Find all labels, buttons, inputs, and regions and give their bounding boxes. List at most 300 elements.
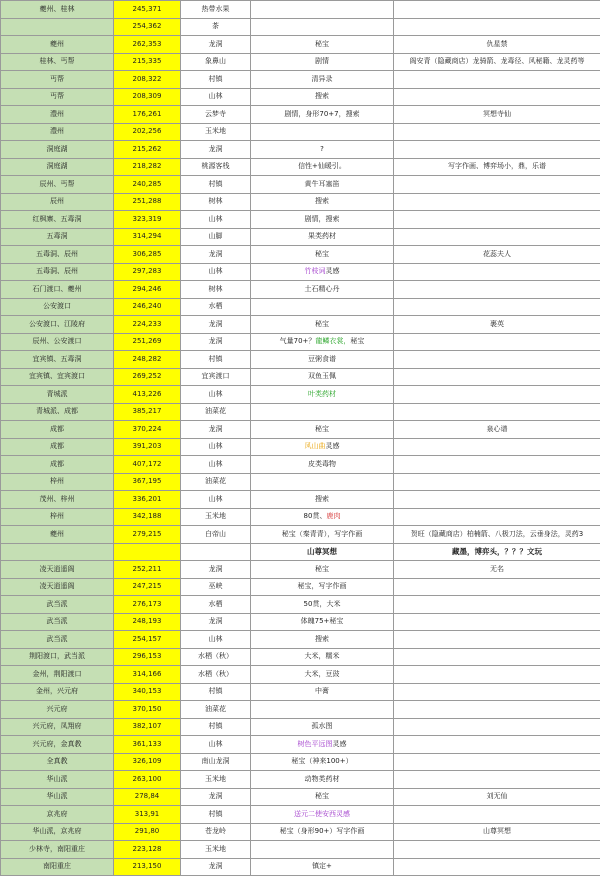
item-cell [251,438,394,456]
place-cell: 山林 [181,211,251,229]
note-cell: 无名 [394,561,600,579]
table-row [1,473,600,491]
item-cell: 信性+仙暖引。 [251,158,394,176]
table-row [1,351,600,369]
location-cell: 武当派 [1,631,114,649]
location-cell: 丐帮 [1,71,114,89]
coordinate-cell: 251,288 [114,193,181,211]
table-row [1,841,600,859]
note-cell [394,473,600,491]
coordinate-cell: 263,100 [114,771,181,789]
place-cell: 村镇 [181,351,251,369]
coordinate-cell: 370,150 [114,701,181,719]
item-cell: 孤水图 [251,718,394,736]
item-cell: 秘宝 [251,316,394,334]
location-cell: 公安渡口 [1,298,114,316]
coordinate-cell: 251,269 [114,333,181,351]
coordinate-cell: 254,157 [114,631,181,649]
coordinate-cell: 208,322 [114,71,181,89]
item-cell: 秘宝（身形90+）写字作画 [251,823,394,841]
table-row [1,631,600,649]
item-cell [251,263,394,281]
note-cell: 阁安青（隐藏商店）龙骑箭、龙毒径、风秘籍、龙灵药等 [394,53,600,71]
item-cell [251,1,394,19]
note-cell: 花蕊夫人 [394,246,600,264]
coordinate-cell: 218,282 [114,158,181,176]
place-cell: 山林 [181,88,251,106]
item-cell [251,123,394,141]
note-cell [394,438,600,456]
place-cell: 龙洞 [181,333,251,351]
item-cell: 果类药材 [251,228,394,246]
coordinate-cell: 202,256 [114,123,181,141]
location-cell: 澧州 [1,106,114,124]
coordinate-cell: 213,150 [114,858,181,876]
location-cell: 凌天逍遥阁 [1,578,114,596]
coordinate-cell: 262,353 [114,36,181,54]
location-cell: 梓州 [1,508,114,526]
place-cell: 山脚 [181,228,251,246]
location-cell: 华山派 [1,788,114,806]
location-cell: 宜宾镇、宜宾渡口 [1,368,114,386]
item-cell: 镇定+ [251,858,394,876]
location-cell: 兴元府，凤翔府 [1,718,114,736]
location-cell: 宜宾镇、五毒洞 [1,351,114,369]
place-cell: 玉米地 [181,508,251,526]
note-cell: 写字作画、博弈场小，鼎，乐谱 [394,158,600,176]
place-cell: 山林 [181,736,251,754]
text-segment: 灵感 [326,442,340,450]
text-segment: 灵感 [333,740,347,748]
table-row [1,771,600,789]
place-cell: 山林 [181,456,251,474]
item-cell: 秘宝 [251,421,394,439]
location-cell: 辰州、丐帮 [1,176,114,194]
coordinate-cell: 240,285 [114,176,181,194]
table-row [1,263,600,281]
location-cell: 辰州、公安渡口 [1,333,114,351]
location-cell: 少林寺，南阳重庄 [1,841,114,859]
table-row [1,596,600,614]
place-cell: 油菜花 [181,403,251,421]
table-row [1,123,600,141]
location-cell: 五毒洞 [1,228,114,246]
place-cell: 巫峡 [181,578,251,596]
text-segment: 风山曲 [305,442,326,450]
note-cell [394,666,600,684]
place-cell: 水栖（秋） [181,666,251,684]
item-cell [251,403,394,421]
location-cell: 夔州、桂林 [1,1,114,19]
table-row [1,1,600,19]
note-cell [394,841,600,859]
location-cell: 夔州 [1,36,114,54]
coordinate-cell: 306,285 [114,246,181,264]
table-row [1,648,600,666]
item-cell: 剧情，搜索 [251,211,394,229]
table-row [1,683,600,701]
item-cell: 动物类药材 [251,771,394,789]
coordinate-cell: 294,246 [114,281,181,299]
place-cell: 白帝山 [181,526,251,544]
note-cell: 泉心谱 [394,421,600,439]
coordinate-cell: 224,233 [114,316,181,334]
coordinate-cell [114,543,181,561]
note-cell [394,71,600,89]
note-cell [394,753,600,771]
coordinate-cell: 342,188 [114,508,181,526]
table-row [1,456,600,474]
place-cell: 山林 [181,438,251,456]
note-cell [394,298,600,316]
place-cell: 村镇 [181,176,251,194]
item-cell: 搜索 [251,631,394,649]
item-cell: 秘宝 [251,561,394,579]
location-cell: 华山派 [1,771,114,789]
coordinate-cell: 361,133 [114,736,181,754]
text-segment: 鹿肉 [326,512,340,520]
item-cell: 豆粥食谱 [251,351,394,369]
item-cell: 秘宝（秦青青），写字作画 [251,526,394,544]
table-row [1,718,600,736]
note-cell: 冥想寺仙 [394,106,600,124]
table-row [1,246,600,264]
table-row [1,736,600,754]
note-cell [394,403,600,421]
location-cell: 公安渡口、江陵府 [1,316,114,334]
place-cell: 龙洞 [181,36,251,54]
place-cell: 玉米地 [181,771,251,789]
note-cell [394,771,600,789]
item-cell: 黄牛耳塞笛 [251,176,394,194]
location-cell: 全真教 [1,753,114,771]
table-row [1,193,600,211]
table-row [1,281,600,299]
note-cell: 山尊冥想 [394,823,600,841]
resource-table-body [1,1,600,876]
note-cell: 刘无仙 [394,788,600,806]
note-cell [394,631,600,649]
note-cell [394,806,600,824]
coordinate-cell: 176,261 [114,106,181,124]
coordinate-cell: 297,283 [114,263,181,281]
place-cell: 水栖 [181,596,251,614]
place-cell: 村镇 [181,718,251,736]
text-segment: 80贯、 [304,512,327,520]
table-row [1,823,600,841]
table-row [1,106,600,124]
text-segment: 灵感 [326,267,340,275]
place-cell: 龙洞 [181,421,251,439]
note-cell [394,648,600,666]
item-cell: 剧情 [251,53,394,71]
location-cell: 兴元府 [1,701,114,719]
place-cell: 玉米地 [181,841,251,859]
coordinate-cell: 385,217 [114,403,181,421]
item-cell: 清异录 [251,71,394,89]
item-cell: 中膏 [251,683,394,701]
coordinate-cell: 326,109 [114,753,181,771]
location-cell: 武当派 [1,596,114,614]
place-cell: 村镇 [181,71,251,89]
note-cell [394,18,600,36]
text-segment: 竹枝词 [305,267,326,275]
place-cell: 树林 [181,281,251,299]
place-cell: 山林 [181,386,251,404]
location-cell: 京兆府 [1,806,114,824]
location-cell: 金州，荆阳渡口 [1,666,114,684]
table-row [1,858,600,876]
item-cell: 搜索 [251,193,394,211]
location-cell: 石门渡口、夔州 [1,281,114,299]
location-cell: 五毒洞、辰州 [1,263,114,281]
item-cell: 秘宝，写字作画 [251,578,394,596]
note-cell: 贺旺（隐藏商店）柏楠箭、八极刀法，云垂身法，灵药3 [394,526,600,544]
table-row [1,753,600,771]
table-row [1,88,600,106]
location-cell: 华山派，京兆府 [1,823,114,841]
coordinate-cell: 246,240 [114,298,181,316]
table-row [1,53,600,71]
item-cell [251,18,394,36]
coordinate-cell: 208,309 [114,88,181,106]
coordinate-cell: 269,252 [114,368,181,386]
place-cell: 龙洞 [181,858,251,876]
coordinate-cell: 215,335 [114,53,181,71]
place-cell: 村镇 [181,806,251,824]
coordinate-cell: 248,193 [114,613,181,631]
coordinate-cell: 314,294 [114,228,181,246]
item-cell: 山尊冥想 [251,543,394,561]
coordinate-cell: 407,172 [114,456,181,474]
location-cell: 五毒洞、辰州 [1,246,114,264]
note-cell: 藏墨，博弈头，？？？文玩 [394,543,600,561]
note-cell [394,368,600,386]
place-cell: 玉米地 [181,123,251,141]
note-cell [394,211,600,229]
text-segment: 叶类药材 [308,390,336,398]
note-cell [394,228,600,246]
coordinate-cell: 382,107 [114,718,181,736]
location-cell: 丐帮 [1,88,114,106]
coordinate-cell: 247,215 [114,578,181,596]
place-cell: 山林 [181,631,251,649]
coordinate-cell: 340,153 [114,683,181,701]
location-cell: 澧州 [1,123,114,141]
location-cell: 红枫寨、五毒洞 [1,211,114,229]
place-cell: 龙洞 [181,613,251,631]
table-row [1,806,600,824]
location-cell: 桂林、丐帮 [1,53,114,71]
coordinate-cell: 278,84 [114,788,181,806]
item-cell: 体魄75+秘宝 [251,613,394,631]
note-cell [394,351,600,369]
location-cell: 兴元府，金真教 [1,736,114,754]
place-cell [181,543,251,561]
table-row [1,316,600,334]
text-segment: 树色平远图 [298,740,333,748]
place-cell: 油菜花 [181,473,251,491]
item-cell [251,701,394,719]
table-row [1,403,600,421]
table-row [1,578,600,596]
place-cell: 水栖 [181,298,251,316]
note-cell [394,736,600,754]
table-row [1,211,600,229]
item-cell [251,508,394,526]
table-row [1,438,600,456]
table-row [1,526,600,544]
note-cell [394,508,600,526]
location-cell: 成都 [1,456,114,474]
coordinate-cell: 279,215 [114,526,181,544]
location-cell: 梓州 [1,473,114,491]
location-cell: 青城派 [1,386,114,404]
item-cell: 剧情，身形70+7，搜索 [251,106,394,124]
coordinate-cell: 291,80 [114,823,181,841]
item-cell: 秘宝 [251,36,394,54]
location-cell: 茂州、梓州 [1,491,114,509]
note-cell: 裹英 [394,316,600,334]
table-row [1,508,600,526]
location-cell [1,18,114,36]
text-segment: 秘宝 [350,337,364,345]
place-cell: 龙洞 [181,141,251,159]
coordinate-cell: 215,262 [114,141,181,159]
table-row [1,158,600,176]
location-cell: 青城派、成都 [1,403,114,421]
note-cell [394,683,600,701]
location-cell: 武当派 [1,613,114,631]
table-row [1,141,600,159]
location-cell: 夔州 [1,526,114,544]
location-cell [1,543,114,561]
place-cell: 树林 [181,193,251,211]
coordinate-cell: 313,91 [114,806,181,824]
table-row [1,71,600,89]
item-cell [251,333,394,351]
table-row [1,491,600,509]
note-cell [394,578,600,596]
item-cell: 搜索 [251,491,394,509]
text-segment: 气量70+？ [280,337,316,345]
table-row [1,18,600,36]
text-segment: 龍鳞衣裳， [315,337,350,345]
place-cell: 村镇 [181,683,251,701]
place-cell: 宜宾渡口 [181,368,251,386]
coordinate-cell: 413,226 [114,386,181,404]
place-cell: 山林 [181,263,251,281]
item-cell [251,736,394,754]
coordinate-cell: 370,224 [114,421,181,439]
note-cell [394,701,600,719]
note-cell [394,88,600,106]
table-row [1,36,600,54]
item-cell [251,841,394,859]
item-cell: 秘宝 [251,246,394,264]
place-cell: 茶 [181,18,251,36]
location-cell: 金州，兴元府 [1,683,114,701]
item-cell: 秘宝 [251,788,394,806]
item-cell: 50贯，大米 [251,596,394,614]
note-cell [394,281,600,299]
note-cell [394,176,600,194]
location-cell: 南阳重庄 [1,858,114,876]
item-cell: 搜索 [251,88,394,106]
coordinate-cell: 276,173 [114,596,181,614]
item-cell: 秘宝（神来100+） [251,753,394,771]
place-cell: 水栖（秋） [181,648,251,666]
table-row [1,333,600,351]
table-row [1,368,600,386]
place-cell: 热带水果 [181,1,251,19]
location-cell: 洞庭湖 [1,141,114,159]
coordinate-cell: 252,211 [114,561,181,579]
item-cell: 双鱼玉佩 [251,368,394,386]
table-row [1,543,600,561]
coordinate-cell: 245,371 [114,1,181,19]
table-row [1,176,600,194]
coordinate-cell: 223,128 [114,841,181,859]
place-cell: 龙洞 [181,561,251,579]
table-row [1,298,600,316]
text-segment: 送元二使安西灵感 [294,810,350,818]
location-cell: 辰州 [1,193,114,211]
item-cell: 土石精心丹 [251,281,394,299]
note-cell [394,613,600,631]
note-cell [394,123,600,141]
place-cell: 桃源客栈 [181,158,251,176]
place-cell: 龙洞 [181,788,251,806]
place-cell: 山林 [181,491,251,509]
note-cell [394,1,600,19]
note-cell: 仇星禁 [394,36,600,54]
location-cell: 洞庭湖 [1,158,114,176]
coordinate-cell: 248,282 [114,351,181,369]
place-cell: 油菜花 [181,701,251,719]
item-cell [251,473,394,491]
location-cell: 凌天逍遥阁 [1,561,114,579]
coordinate-cell: 314,166 [114,666,181,684]
item-cell: 大米，豆豉 [251,666,394,684]
table-row [1,613,600,631]
note-cell [394,858,600,876]
item-cell: 大米，糯米 [251,648,394,666]
place-cell: 云梦寺 [181,106,251,124]
place-cell: 龙洞 [181,316,251,334]
coordinate-cell: 336,201 [114,491,181,509]
note-cell [394,456,600,474]
item-cell [251,806,394,824]
table-row [1,386,600,404]
note-cell [394,193,600,211]
location-cell: 成都 [1,421,114,439]
item-cell: 皮类毒物 [251,456,394,474]
item-cell [251,298,394,316]
coordinate-cell: 296,153 [114,648,181,666]
coordinate-cell: 391,203 [114,438,181,456]
note-cell [394,491,600,509]
coordinate-cell: 323,319 [114,211,181,229]
table-row [1,701,600,719]
location-cell: 成都 [1,438,114,456]
location-cell: 荆阳渡口，武当派 [1,648,114,666]
coordinate-cell: 367,195 [114,473,181,491]
note-cell [394,596,600,614]
coordinate-cell: 254,362 [114,18,181,36]
table-row [1,666,600,684]
item-cell [251,386,394,404]
